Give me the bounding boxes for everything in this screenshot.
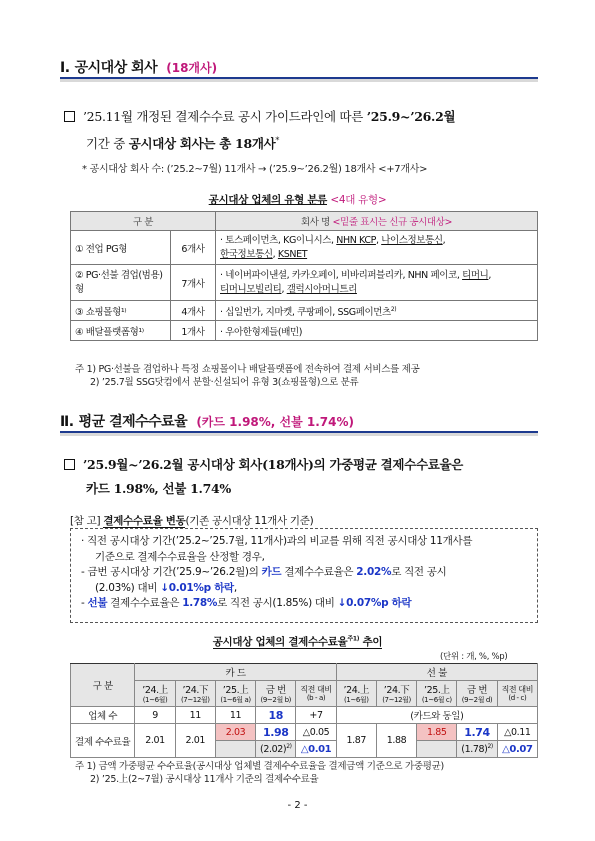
fee-rate-cell: 1.85 xyxy=(417,724,457,741)
fee-table-note-2: 2) ’25.上(2~7월) 공시대상 11개사 기준의 결제수수료율 xyxy=(90,774,319,785)
fee-sub-prepaid-diff: △0.07 xyxy=(497,741,537,758)
type-row-3-count: 4개사 xyxy=(171,301,216,321)
reference-line-2: 기준으로 결제수수료율을 산정할 경우, xyxy=(95,550,265,563)
fee-col-header: 직전 대비 (d - c) xyxy=(497,681,537,707)
fee-rate-cell: 2.01 xyxy=(175,724,215,758)
type-row-4-count: 1개사 xyxy=(171,321,216,341)
fee-rate-cell: △0.05 xyxy=(296,724,336,741)
type-row-3-companies: · 십일번가, 지마켓, 쿠팡페이, SSG페이먼츠$^{2)}$ xyxy=(216,301,538,321)
section-1-underline xyxy=(60,79,538,82)
fee-rate-cell: 1.88 xyxy=(376,724,416,758)
fee-col-header: ’24.下 (7~12월) xyxy=(175,681,215,707)
page-number: - 2 - xyxy=(287,800,308,811)
type-table xyxy=(70,211,538,341)
fee-rate-cell: 2.03 xyxy=(215,724,255,741)
fee-rate-cell: 1.74 xyxy=(457,724,497,741)
section-2-title: 평균 결제수수료율 xyxy=(78,414,188,430)
fee-row-count-label: 업체 수 xyxy=(71,707,135,724)
fee-col-header: ’24.上 (1~6월) xyxy=(336,681,376,707)
fee-table-title: 공시대상 업체의 결제수수료율$^{주1)}$ 추이 xyxy=(212,635,383,648)
fee-sub-prepaid: $(1.78)^{2)}$ xyxy=(457,741,497,758)
reference-line-3: - 금번 공시대상 기간(’25.9~’26.2월)의 카드 결제수수료율은 2.02%로 직전 공시 xyxy=(81,566,447,578)
fee-count-cell: 9 xyxy=(135,707,175,724)
reference-label: [참 고] 결제수수료율 변동(기존 공시대상 11개사 기준) xyxy=(70,515,314,527)
type-row-2-companies: · 네이버파이낸셜, 카카오페이, 비바리퍼블리카, NHN 페이코, 티머니, 티머니모빌리티, 갤럭시아머니트리 xyxy=(216,265,538,301)
type-row-2-type: ② PG·선불 겸업(범용)형 xyxy=(71,265,171,301)
type-row-4-type: ④ 배달플랫폼형¹⁾ xyxy=(71,321,171,341)
fee-col-header: 금 번 (9~2월 d) xyxy=(457,681,497,707)
fee-rate-cell: △0.11 xyxy=(497,724,537,741)
fee-table-note-1: 주 1) 금액 가중평균 수수료율(공시대상 업체별 결제수수료율을 결제금액 기준으로 가중평균) xyxy=(75,761,444,772)
fee-sub-card-diff: △0.01 xyxy=(296,741,336,758)
section-2-paragraph: ’25.9월~’26.2월 공시대상 회사(18개사)의 가중평균 결제수수료율은 카드 1.98%, 선불 1.74% xyxy=(64,453,540,501)
section-1-title: 공시대상 회사 xyxy=(74,60,158,76)
fee-rate-cell: 2.01 xyxy=(135,724,175,758)
fee-col-header: ’24.上 (1~6월) xyxy=(135,681,175,707)
section-1-subtitle: (18개사) xyxy=(166,61,218,75)
type-row-4-companies: · 우아한형제들(배민) xyxy=(216,321,538,341)
fee-sub-card: $(2.02)^{2)}$ xyxy=(256,741,296,758)
fee-count-cell: 18 xyxy=(256,707,296,724)
fee-col-header: 금 번 (9~2월 b) xyxy=(256,681,296,707)
fee-col-header: ’25.上 (1~6월 a) xyxy=(215,681,255,707)
checkbox-bullet-icon xyxy=(64,459,75,470)
fee-table xyxy=(70,663,538,758)
section-1-header xyxy=(60,57,538,79)
type-row-1-count: 6개사 xyxy=(171,231,216,265)
fee-row-rate-label: 결제 수수료율 xyxy=(71,724,135,758)
type-table-header-gubun: 구 분 xyxy=(71,212,216,231)
fee-rate-cell: 1.98 xyxy=(256,724,296,741)
section-2-header xyxy=(60,411,538,433)
fee-header-gubun: 구 분 xyxy=(71,664,135,707)
section-1-paragraph: ’25.11월 개정된 결제수수료 공시 가이드라인에 따른 ’25.9~’26.2월 기간 중 공시대상 회사는 총 18개사* xyxy=(64,105,540,156)
fee-header-card: 카 드 xyxy=(135,664,336,681)
reference-box xyxy=(70,528,538,623)
type-row-1-companies: · 토스페이먼츠, KG이니시스, NHN KCP, 나이스정보통신, 한국정보통신, KSNET xyxy=(216,231,538,265)
fee-header-prepaid: 선 불 xyxy=(336,664,537,681)
fee-sub-empty xyxy=(215,741,255,758)
checkbox-bullet-icon xyxy=(64,111,75,122)
section-2-subtitle: (카드 1.98%, 선불 1.74%) xyxy=(196,415,355,429)
fee-col-header: ’25.上 (1~6월 c) xyxy=(417,681,457,707)
fee-count-cell: 11 xyxy=(215,707,255,724)
reference-line-4: (2.03%) 대비 ↓0.01%p 하락, xyxy=(95,581,237,594)
type-table-note-1: 주 1) PG·선불을 겸업하나 특정 쇼핑몰이나 배달플랫폼에 전속하여 결제 서비스를 제공 xyxy=(75,364,420,375)
fee-count-cell: +7 xyxy=(296,707,336,724)
fee-sub-empty xyxy=(417,741,457,758)
type-table-header-company: 회사 명 <밑줄 표시는 신규 공시대상> xyxy=(216,212,538,231)
fee-col-header: 직전 대비 (b - a) xyxy=(296,681,336,707)
fee-table-unit: (단위 : 개, %, %p) xyxy=(440,652,508,662)
type-row-1-type: ① 전업 PG형 xyxy=(71,231,171,265)
reference-line-1: · 직전 공시대상 기간(’25.2~’25.7월, 11개사)과의 비교를 위해 직전 공시대상 11개사를 xyxy=(81,535,473,547)
type-row-2-count: 7개사 xyxy=(171,265,216,301)
section-1-number: Ⅰ. xyxy=(60,60,70,76)
section-1-note: * 공시대상 회사 수: (’25.2~7월) 11개사 → (’25.9~’26.2월) 18개사 <+7개사> xyxy=(82,164,428,175)
type-table-note-2: 2) ’25.7월 SSG닷컴에서 분할·신설되어 유형 3(쇼핑몰형)으로 분류 xyxy=(90,377,359,388)
fee-rate-cell: 1.87 xyxy=(336,724,376,758)
fee-col-header: ’24.下 (7~12월) xyxy=(376,681,416,707)
fee-count-cell: 11 xyxy=(175,707,215,724)
type-row-3-type: ③ 쇼핑몰형¹⁾ xyxy=(71,301,171,321)
type-table-title: 공시대상 업체의 유형 분류 <4대 유형> xyxy=(208,194,387,206)
section-2-number: Ⅱ. xyxy=(60,414,74,430)
reference-line-5: - 선불 결제수수료율은 1.78%로 직전 공시(1.85%) 대비 ↓0.07%p 하락 xyxy=(81,597,412,609)
fee-count-prepaid: (카드와 동일) xyxy=(336,707,537,724)
section-2-underline xyxy=(60,433,538,436)
